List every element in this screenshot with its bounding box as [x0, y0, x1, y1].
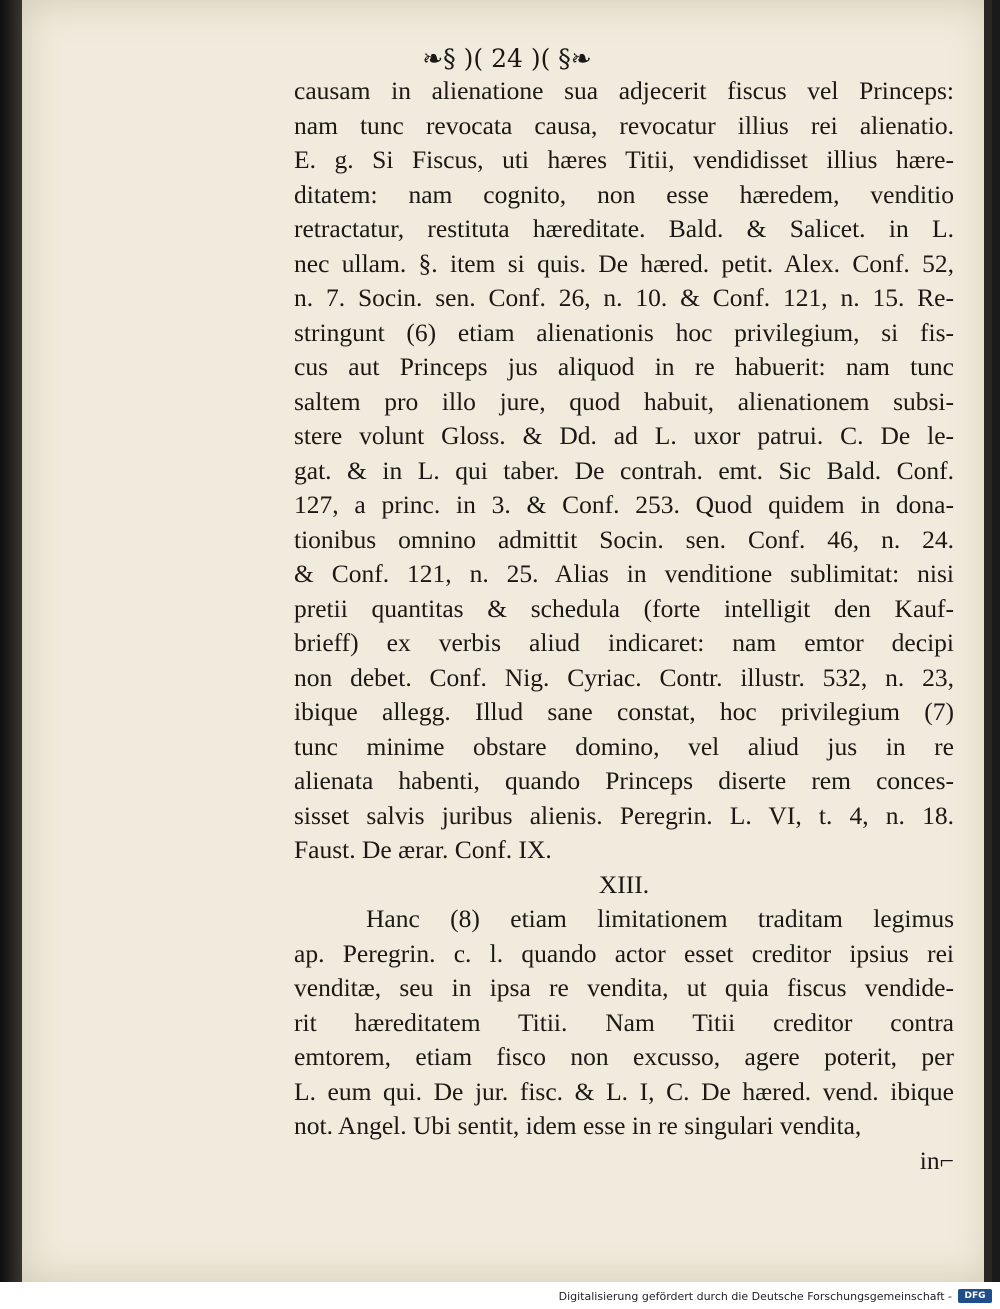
text-line: emtorem, etiam fisco non excusso, agere poterit, per [294, 1042, 954, 1071]
dfg-logo: DFG [958, 1289, 992, 1303]
text-line: retractatur, restituta hæreditate. Bald. & Salicet. in L. [294, 214, 954, 243]
text-line: stere volunt Gloss. & Dd. ad L. uxor patrui. C. De le- [294, 421, 954, 450]
text-line: sisset salvis juribus alienis. Peregrin. L. VI, t. 4, n. 18. [294, 800, 954, 830]
body-text [294, 74, 954, 1178]
text-line: Faust. De ærar. Conf. IX. [294, 835, 552, 864]
text-line: n. 7. Socin. sen. Conf. 26, n. 10. & Conf. 121, n. 15. Re- [294, 283, 954, 312]
text-line: gat. & in L. qui taber. De contrah. emt. Sic Bald. Conf. [294, 455, 954, 485]
paragraph-block-1 [294, 74, 954, 868]
text-line: rit hæreditatem Titii. Nam Titii creditor contra [294, 1007, 954, 1037]
text-line: brieff) ex verbis aliud indicaret: nam emtor decipi [294, 628, 954, 657]
text-line: venditæ, seu in ipsa re vendita, ut quia fiscus vendide- [294, 973, 954, 1002]
text-line: not. Angel. Ubi sentit, idem esse in re singulari vendita, [294, 1111, 862, 1140]
text-line: ibique allegg. Illud sane constat, hoc privilegium (7) [294, 697, 954, 726]
page-edge-right [984, 0, 992, 1282]
catchword: in⌐ [919, 1145, 954, 1175]
text-line: alienata habenti, quando Princeps diserte rem conces- [294, 766, 954, 795]
text-line: saltem pro illo jure, quod habuit, alienationem subsi- [294, 386, 954, 416]
paragraph-block-2 [294, 902, 954, 1144]
footer-bar [0, 1282, 1000, 1309]
text-line: E. g. Si Fiscus, uti hæres Titii, vendidisset illius hære- [294, 145, 954, 174]
text-line: ap. Peregrin. c. l. quando actor esset creditor ipsius rei [294, 938, 954, 968]
text-line: & Conf. 121, n. 25. Alias in venditione sublimitat: nisi [294, 559, 954, 588]
text-line: 127, a princ. in 3. & Conf. 253. Quod quidem in dona- [294, 490, 954, 519]
text-line: non debet. Conf. Nig. Cyriac. Contr. illustr. 532, n. 23, [294, 662, 954, 692]
section-heading: XIII. [598, 869, 650, 899]
text-line: causam in alienatione sua adjecerit fiscus vel Princeps: [294, 76, 954, 105]
book-page [22, 0, 992, 1282]
text-line: tionibus omnino admittit Socin. sen. Conf. 46, n. 24. [294, 524, 954, 554]
text-line: nec ullam. §. item si quis. De hæred. petit. Alex. Conf. 52, [294, 248, 954, 278]
text-line: tunc minime obstare domino, vel aliud jus in re [294, 731, 954, 761]
text-line: ditatem: nam cognito, non esse hæredem, venditio [294, 179, 954, 209]
text-line: cus aut Princeps jus aliquod in re habuerit: nam tunc [294, 352, 954, 381]
text-line: stringunt (6) etiam alienationis hoc privilegium, si fis- [294, 317, 954, 347]
footer-credit: Digitalisierung gefördert durch die Deutsche Forschungsgemeinschaft - [558, 1290, 952, 1303]
binding-shadow [0, 0, 22, 1282]
text-line: nam tunc revocata causa, revocatur illius rei alienatio. [294, 110, 954, 140]
page-header: ❧§ )( 24 )( §❧ [422, 44, 592, 73]
text-line: pretii quantitas & schedula (forte intelligit den Kauf- [294, 593, 954, 623]
text-line: Hanc (8) etiam limitationem traditam legimus [366, 904, 954, 933]
text-line: L. eum qui. De jur. fisc. & L. I, C. De hæred. vend. ibique [294, 1076, 954, 1106]
